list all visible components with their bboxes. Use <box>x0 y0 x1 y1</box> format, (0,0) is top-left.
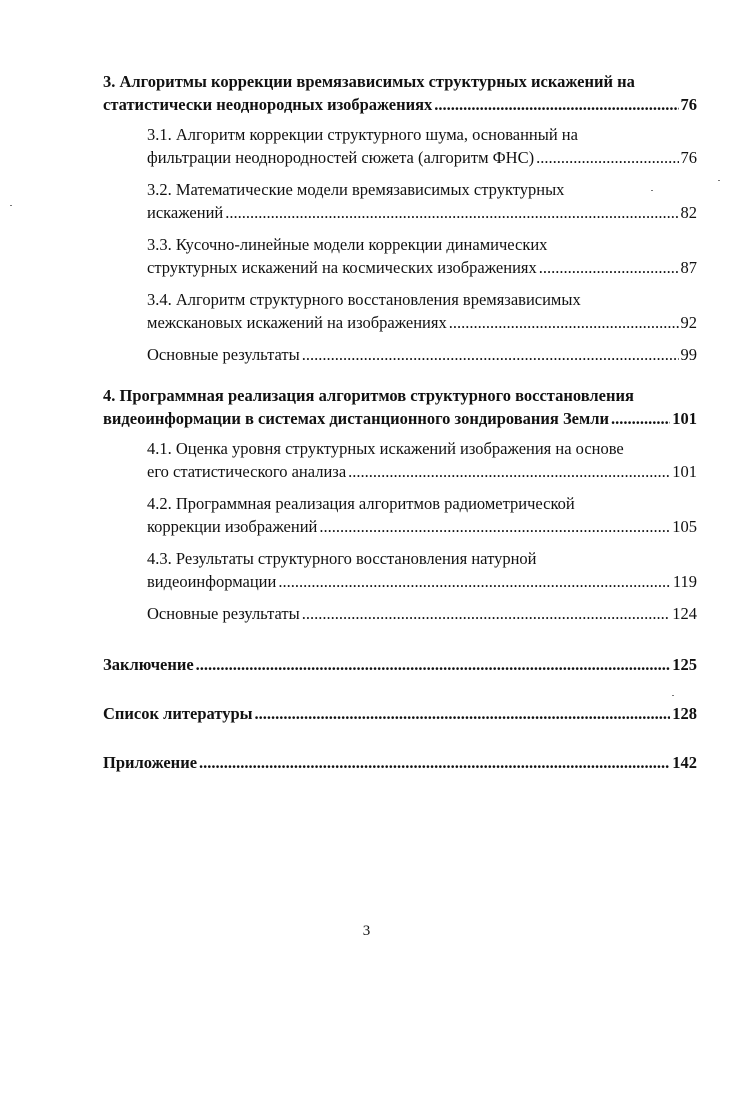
toc-title-line: видеоинформации <box>147 572 277 591</box>
dot-leader <box>539 256 679 279</box>
dot-leader <box>225 201 678 224</box>
toc-section-4-results[interactable] <box>147 602 697 625</box>
toc-section-4-2[interactable] <box>147 492 697 538</box>
toc-title-line: Приложение <box>103 753 198 772</box>
toc-page-number: 128 <box>672 704 697 723</box>
toc-page-number: 76 <box>680 95 697 114</box>
toc-title-line: 4.1. Оценка уровня структурных искажений изображения на основе <box>147 439 624 458</box>
dot-leader <box>302 602 671 625</box>
toc-title-line: 4. Программная реализация алгоритмов структурного восстановления <box>103 386 634 405</box>
toc-title-line: видеоинформации в системах дистанционного зондирования Земли <box>103 409 609 428</box>
toc-section-3-results[interactable] <box>147 343 697 366</box>
toc-title-line: искажений <box>147 203 224 222</box>
toc-title-line: 3.3. Кусочно-линейные модели коррекции динамических <box>147 235 548 254</box>
toc-section-3-1[interactable] <box>147 123 697 169</box>
toc-title-line: коррекции изображений <box>147 517 318 536</box>
toc-section-4-3[interactable] <box>147 547 697 593</box>
toc-title-line: фильтрации неоднородностей сюжета (алгоритм ФНС) <box>147 148 535 167</box>
toc-title-line: структурных искажений на космических изображениях <box>147 258 537 277</box>
toc-title-line: 3.1. Алгоритм коррекции структурного шума, основанный на <box>147 125 578 144</box>
toc-appendix[interactable] <box>103 751 697 774</box>
toc-chapter-3[interactable] <box>103 70 697 116</box>
toc-section-3-3[interactable] <box>147 233 697 279</box>
toc-section-3-4[interactable] <box>147 288 697 334</box>
toc-page-number: 101 <box>672 409 697 428</box>
dot-leader <box>611 407 670 430</box>
toc-title-line: 4.3. Результаты структурного восстановления натурной <box>147 549 537 568</box>
toc-title-line: 4.2. Программная реализация алгоритмов радиометрической <box>147 494 575 513</box>
table-of-contents <box>103 70 697 774</box>
toc-title-line: 3.4. Алгоритм структурного восстановления времязависимых <box>147 290 581 309</box>
toc-title-line: 3. Алгоритмы коррекции времязависимых структурных искажений на <box>103 72 635 91</box>
toc-chapter-4[interactable] <box>103 384 697 430</box>
toc-title-line: Основные результаты <box>147 604 300 623</box>
toc-title-line: Список литературы <box>103 704 253 723</box>
toc-page-number: 125 <box>672 655 697 674</box>
toc-page-number: 82 <box>680 203 697 222</box>
dot-leader <box>199 751 670 774</box>
toc-title-line: межскановых искажений на изображениях <box>147 313 447 332</box>
toc-page-number: 119 <box>672 572 697 591</box>
toc-page-number: 101 <box>672 462 697 481</box>
dot-leader <box>302 343 679 366</box>
dot-leader <box>449 311 679 334</box>
dot-leader <box>255 702 671 725</box>
toc-section-4-1[interactable] <box>147 437 697 483</box>
toc-page-number: 124 <box>672 604 697 623</box>
dot-leader <box>278 570 671 593</box>
toc-title-line: Основные результаты <box>147 345 300 364</box>
toc-title-line: Заключение <box>103 655 194 674</box>
page-number: 3 <box>362 923 371 939</box>
toc-page-number: 92 <box>680 313 697 332</box>
toc-section-3-2[interactable] <box>147 178 697 224</box>
toc-title-line: 3.2. Математические модели времязависимых структурных <box>147 180 565 199</box>
dot-leader <box>196 653 671 676</box>
dot-leader <box>536 146 678 169</box>
toc-page-number: 76 <box>680 148 697 167</box>
dot-leader <box>348 460 670 483</box>
dot-leader <box>319 515 670 538</box>
toc-page-number: 142 <box>672 753 697 772</box>
toc-title-line: его статистического анализа <box>147 462 347 481</box>
toc-references[interactable] <box>103 702 697 725</box>
dot-leader <box>434 93 678 116</box>
toc-conclusion[interactable] <box>103 653 697 676</box>
toc-page-number: 87 <box>680 258 697 277</box>
toc-page-number: 105 <box>672 517 697 536</box>
toc-page-number: 99 <box>680 345 697 364</box>
toc-title-line: статистически неоднородных изображениях <box>103 95 433 114</box>
